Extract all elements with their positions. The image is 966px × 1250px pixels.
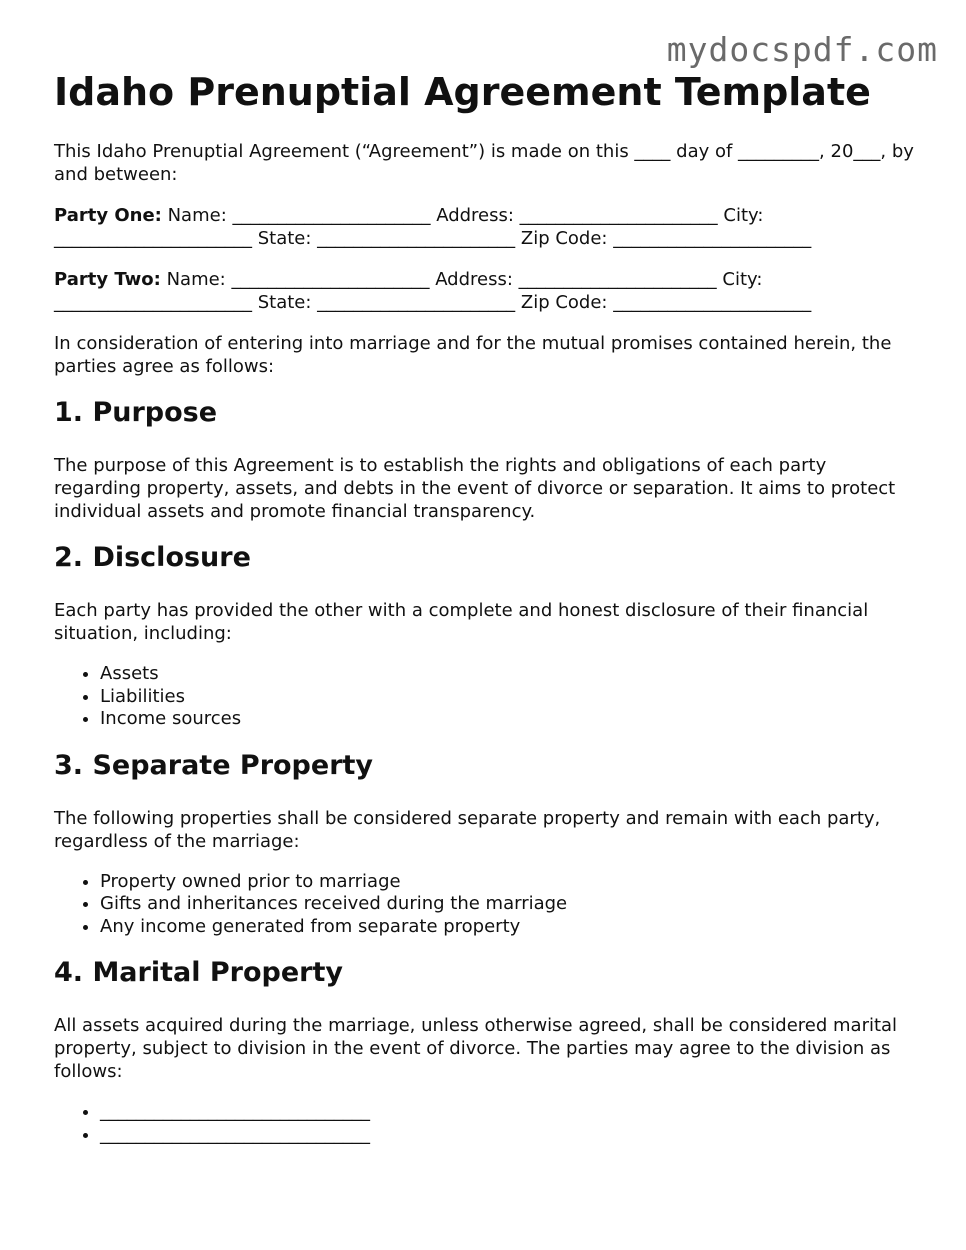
section-body-disclosure: Each party has provided the other with a complete and honest disclosure of their financial situation, including:	[54, 600, 869, 644]
section-heading-disclosure: 2. Disclosure	[54, 542, 251, 573]
section-body-marital-property: All assets acquired during the marriage, unless otherwise agreed, shall be considered marital property, subject to division in the event of divorce. The parties may agree to the division as follows:	[54, 1015, 898, 1082]
list-item: • Income sources	[100, 708, 914, 731]
list-item: • Assets	[100, 663, 914, 686]
intro-paragraph: This Idaho Prenuptial Agreement (“Agreement”) is made on this ____ day of _________, 20___, by and between:	[54, 141, 914, 185]
watermark: mydocspdf.com	[666, 30, 938, 69]
list-item: • Liabilities	[100, 686, 914, 709]
section-heading-separate-property: 3. Separate Property	[54, 749, 374, 781]
section-body-separate-property: The following properties shall be considered separate property and remain with each party, regardless of the marriage:	[54, 807, 881, 852]
separate-property-list	[54, 871, 914, 939]
list-item-blank: • ______________________________	[100, 1101, 914, 1124]
page-title: Idaho Prenuptial Agreement Template	[54, 70, 871, 114]
list-item-blank: • ______________________________	[100, 1124, 914, 1147]
document-page	[54, 70, 914, 1164]
party-two-fields: Name: ______________________ Address: ______________________ City: ______________________ State: ______________________ Zip Code: ______________________	[54, 269, 812, 313]
marital-property-list	[54, 1101, 914, 1146]
party-two-block	[54, 268, 914, 314]
consideration-paragraph: In consideration of entering into marriage and for the mutual promises contained herein, the parties agree as follows:	[54, 333, 892, 377]
party-two-label: Party Two:	[54, 269, 161, 290]
list-item: • Any income generated from separate property	[100, 916, 914, 939]
list-item: • Property owned prior to marriage	[100, 871, 914, 894]
party-one-block	[54, 204, 914, 250]
section-heading-marital-property: 4. Marital Property	[54, 957, 343, 988]
party-one-fields: Name: ______________________ Address: ______________________ City: ______________________ State: ______________________ Zip Code: ______________________	[54, 205, 812, 249]
section-heading-purpose: 1. Purpose	[54, 397, 218, 428]
section-body-purpose: The purpose of this Agreement is to establish the rights and obligations of each party regarding property, assets, and debts in the event of divorce or separation. It aims to protect individual assets and promote financial transparency.	[54, 455, 896, 522]
list-item: • Gifts and inheritances received during the marriage	[100, 893, 914, 916]
party-one-label: Party One:	[54, 205, 162, 226]
disclosure-list	[54, 663, 914, 731]
